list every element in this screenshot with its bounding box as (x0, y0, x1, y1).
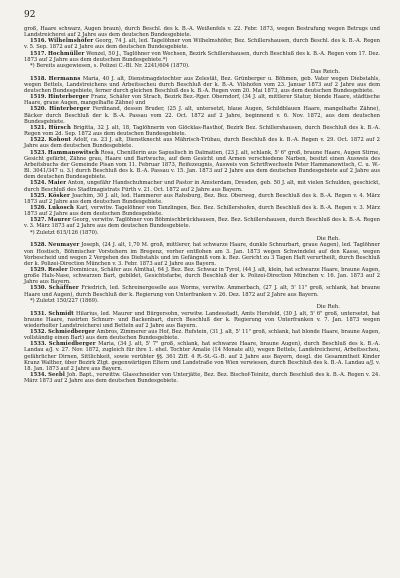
entry-text: *) Zuletzt 615/126 (1870). (30, 229, 99, 236)
entry-number: 1530. (30, 285, 47, 292)
entry-surname: Resler (48, 266, 68, 273)
section-mark (24, 304, 30, 311)
register-entry (24, 311, 380, 329)
entry-surname: Kösker (48, 192, 70, 199)
entry-number: 1531. (30, 310, 47, 317)
entry-number: 1521. (30, 124, 47, 131)
entry-number: 1534. (30, 372, 47, 379)
section-header (24, 69, 380, 76)
entry-text: Maria, 40 J. alt, Dienstmagdstochter aus Zelestät, Bez. Grünberger u. Böhmen, geb. Vater wegen Diebstahls, wegen Bettels, Landstreichens und Arbeitsscheu durch Beschluß der k. B.-A. Vilshofen vom 23. Januar 1873 auf 2 Jahre aus dem deutschen Bundesgebiete, ferner durch gleichen Beschluß des k. B.-A. Regen vom 20. Mai 1873, aus dem deutschen Bundesgebiete. (24, 75, 380, 94)
register-entry (24, 205, 380, 217)
entry-surname: Schmiedberger (47, 328, 95, 335)
entry-text: Rosa, Chenillerin aus Sapuslisch in Dalmatien, (23 J. alt, schlank, 5' 6" groß, braune Haare, Augen Stirne, Gesicht gefärbt, Zähne grau, Haare und Bartwuchs, auf dem Gesicht und Armen verschiedene Narben, besitzt einen Ausweis des Arbeitsbuchs der Gemeinde Pisan vom 11. Februar 1873, Reifezeugnis, Ausweis von Schriftwechseln Peter Hammanowitsch, C. u. W.-Bl. 3041/347 u. 3.) durch Beschluß des k. B.-A. Passau v. 15. Jan. 1873 auf 2 Jahre aus dem deutschen Bundesgebiete auf 2 Jahre aus dem deutschen Bundesgebiete. (24, 149, 380, 181)
entry-number: 1529. (30, 266, 47, 273)
register-entry (24, 217, 380, 229)
entry-text: Wenzel, 50 J., Taglöhner von Wechsen, Bezirk Schillershausen, durch Beschluß des k. B.-A. Regen vom 17. Dez. 1873 auf 2 Jahre aus dem deutschen Bundesgebiete.*) (24, 50, 380, 63)
entry-surname: Maurer (47, 217, 71, 224)
entry-number: 1522. (30, 137, 47, 144)
entry-text: Dominicus, Schäfer aus Almthal, 64 J. Bez. Bez. Schwaz in Tyrol, (44 J. alt, klein, hat schwarze Haare, braune Augen, große Hals-Nase, schwarzen Bart, gebildet, Gesichtsfarbe, durch Beschluß der k. Polizei-Direction München v. 16. Jan. 1873 auf 2 Jahre aus Bayern. (24, 266, 380, 286)
entry-text: Franz, Schäfer von Strach, Bezirk Bez.-Rger. Oberndorf, (34 J. alt, mittlerer Statur, blonde Haare, städtische Haare, graue Augen, mangelhafte Zähne) und (24, 94, 380, 107)
entry-text: *) Bereits ausgewiesen, s. Polizei C.-Bl. Nr. 2241/604 (1870). (30, 62, 190, 69)
entry-number: 1518. (30, 75, 47, 82)
entry-text: groß, Haare schwarz, Augen braun), durch Beschl. des k. B.-A. Weißenfels v. 22. Febr. 1873, wegen Bestrafung wegen Betrugs und Landstreicherei auf 2 Jahre aus dem deutschen Bundesgebiete. (24, 26, 380, 39)
entry-text: Friedrich, led. Schreinergeselle aus Worms, verwitw. Ammerbach, (27 J. alt, 5' 11" groß, schlank, hat braune Haare und Augen), durch Beschluß der k. Regierung von Unterfranken v. 26. Dez. 1872 auf 2 Jahre aus Bayern. (24, 285, 381, 298)
entry-surname: Lukosch (48, 204, 75, 211)
register-entry (24, 329, 380, 341)
entry-text: Ambros, Zimmerer aus Hof, Bez. Rufstein, (31 J. alt, 5' 11" groß, schlank, hat blonde Haare, braune Augen, vollständig einen Bart) aus dem deutschen Bundesgebiete. (24, 328, 380, 342)
entry-number: 1517. (30, 50, 47, 57)
entry-number: 1526. (30, 204, 47, 211)
entry-surname: Neumayer (48, 242, 80, 249)
entry-surname: Schmidt (48, 310, 74, 317)
entry-surname: Wilhelmshöfer (48, 38, 94, 45)
entry-text: Georg, verwitw. Taglöhner von Böhmischbrückhausen, Bez. Bez. Schillershausen, durch Beschluß des k. B.-A. Regen v. 3. März 1873 auf 2 Jahre aus dem deutschen Bundesgebiete. (24, 217, 380, 230)
register-entry (24, 76, 380, 94)
section-ref: Die Reh. (316, 235, 340, 242)
entry-surname: Schäffner (48, 285, 79, 292)
register-entry (24, 38, 380, 50)
register-entry (24, 137, 380, 149)
register-entry (24, 51, 380, 63)
entry-text: Anton, ungefähr Handschuhmacher und Pastor in Amsterdam, Dresden, geb. 50 J. alt, mit vielen Schulden, geschickt, durch Beschluß des Stadtmagistrats Fürth v. 21. Oct. 1872 auf 2 Jahre aus Bayern. (24, 180, 380, 193)
entry-surname: Kohout (48, 137, 72, 144)
entry-surname: Hinterberger (49, 106, 90, 113)
entry-number: 1532. (30, 328, 47, 335)
section-ref: Die Reh. (316, 303, 340, 310)
entry-text: Karl, verwitw. Tagelöhner von Tanzlingen, Bez. Bez. Schillershofen, durch Beschluß des k. B.-A. Regen v. 3. März 1873 auf 2 Jahre aus dem deutschen Bundesgebiete. (24, 204, 380, 218)
entry-number: 1528. (30, 242, 47, 249)
register-entry (24, 150, 380, 181)
register-entry (24, 180, 380, 192)
register-entry (24, 26, 380, 38)
entry-surname: Schmiedberger (48, 341, 96, 348)
entry-surname: Seebl (48, 372, 66, 379)
entry-text: Brigitta, 32 J. alt, 18, Taglöhnerin von Glöcklas-Rasthof, Bezirk Bez. Schillershausen, durch Beschluß des k. B.-A. Regen vom 2d. Sep. 1872 aus dem deutschen Bundesgebiete. (24, 124, 381, 138)
register-entry (24, 94, 380, 106)
entry-surname: Hammanowitsch (47, 149, 100, 156)
register-entry (24, 372, 380, 384)
entry-text: Georg, 74 J. alt, led. Tagelöhner von Wilhelmshöfer, Bez. Schillershausen, durch Beschl. des k. B.-A. Regen v. 5. Sep. 1872 auf 2 Jahre aus dem deutschen Bundesgebiete. (24, 38, 380, 51)
register-entry (24, 106, 380, 124)
entry-surname: Hochmüller (47, 50, 85, 57)
entry-surname: Hinterberger (48, 94, 89, 101)
entry-surname: Hermanns (48, 75, 81, 82)
entry-text: Joh. Bapt., verwittw. Glasschneider von Unterjätte, Bez. Bez. Bischof-Teinitz, durch Beschluß des k. B.-A. Regen v. 24. März 1873 auf 2 Jahre aus dem deutschen Bundesgebiete. (24, 372, 380, 385)
section-ref: Das Reich. (310, 69, 340, 76)
section-header (24, 304, 380, 311)
entry-text: Maria, (34 J. alt, 5' 7" groß, schlank, hat schwarze Haare, braune Augen), durch Beschluß des k. B.-A. Landau a/J. v. 27. Nov. 1872, zugleich für ihre 1. ehel. Tochter Amalie (14 Monate alt), wegen Bettels, Landstreicherei, Arbeitsscheu, gefährlicher Dirnen, Sittlichkeit, sowie verübter §§. 361 Ziff. 4 R.-St.-G.-B. auf 2 Jahre aus Bayern, desgl. die Gesammtheit Kinder Kranz Walther, über Bezirk Ztgt. gegenwärtigen Eltern und Landstraße von Wien verwiesen, durch Beschluß des k. B.-A. Landau a/J. v. 18. Jan. 1873 auf 2 Jahre aus Bayern. (24, 341, 381, 372)
entry-number: 1527. (30, 217, 47, 224)
register-entry (24, 193, 380, 205)
entry-number: 1523. (30, 149, 47, 156)
entry-number: 1524. (30, 180, 47, 187)
entries-list (24, 26, 380, 384)
entry-number: 1520. (30, 106, 47, 113)
page-number: 92 (24, 10, 36, 20)
entry-text: *) Zuletzt 150/227 (1869). (30, 297, 99, 304)
entry-text: Joseph, (24 J. alt, 1,70 M. groß, mittlerer, hat schwarze Haare, dunkle Schnurbart, graue Augen), led. Taglöhner von Hostisch, Böhmischer Vorstehern im Bregenz, vorher entflohen am 3. Jan. 1873 wegen Schwindelei auf den Kasse, wegen Vorbescheid und wegen 2 Vergehen des Diebstahls und im Gefängniß vom k. Bez. Gericht zu 3 Tagen Haft verurtheilt, durch Beschluß der k. Polizei-Direction München v. 3. Febr. 1873 auf 2 Jahre aus Bayern. (24, 242, 380, 267)
entry-number: 1516. (30, 38, 47, 45)
entry-text: Joachim, 30 J. alt, led. Hammerer aus Rahsburg, Bez. Bez. Oberweg, durch Beschluß des k. B.-A. Regen v. 4. März 1873 auf 2 Jahre aus dem deutschen Bundesgebiete. (24, 192, 380, 205)
entry-surname: Hürsch (48, 124, 71, 131)
register-entry (24, 125, 380, 137)
entry-surname: Maier (48, 180, 67, 187)
register-entry (24, 242, 380, 267)
entry-number: 1519. (30, 94, 47, 101)
entry-text: Adolf, ca. 23 J. alt, Dienstknecht aus Mährisch-Trübau, durch Beschluß des k. B.-A. Regen v. 29. Oct. 1872 auf 2 Jahre aus dem deutschen Bundesgebiete. (24, 137, 380, 150)
section-mark (24, 69, 30, 76)
register-entry (24, 341, 380, 372)
entry-number: 1533. (30, 341, 47, 348)
register-entry (24, 267, 380, 285)
entry-number: 1525. (30, 192, 47, 199)
entry-text: Ferdinand, dessen Bruder, (25 J. alt, untersetzt, blaue Augen, Schildblauen Haare, mangelhafte Zähne), Bäcker durch Beschluß der k. B.-A. Passau vom 22. Oct. 1872 auf 2 Jahre, beginnend v. 6. Nov. 1872, aus dem deutschen Bundesgebiete. (24, 106, 380, 125)
entry-text: Hilarius, led. Maurer und Bürgersohn, verwitw. Landesstadt, Amts Hersfeld, (30 J. alt, 5' 6" groß, untersetzt, hat braune Haare, rasirten Schnurr- und Backenbart, durch Beschluß der k. Regierung von Unterfranken v. 7. Jan. 1873 wegen wiederholter Landstreicherei und Betteln auf 2 Jahre aus Bayern. (24, 310, 380, 329)
register-entry (24, 285, 380, 297)
